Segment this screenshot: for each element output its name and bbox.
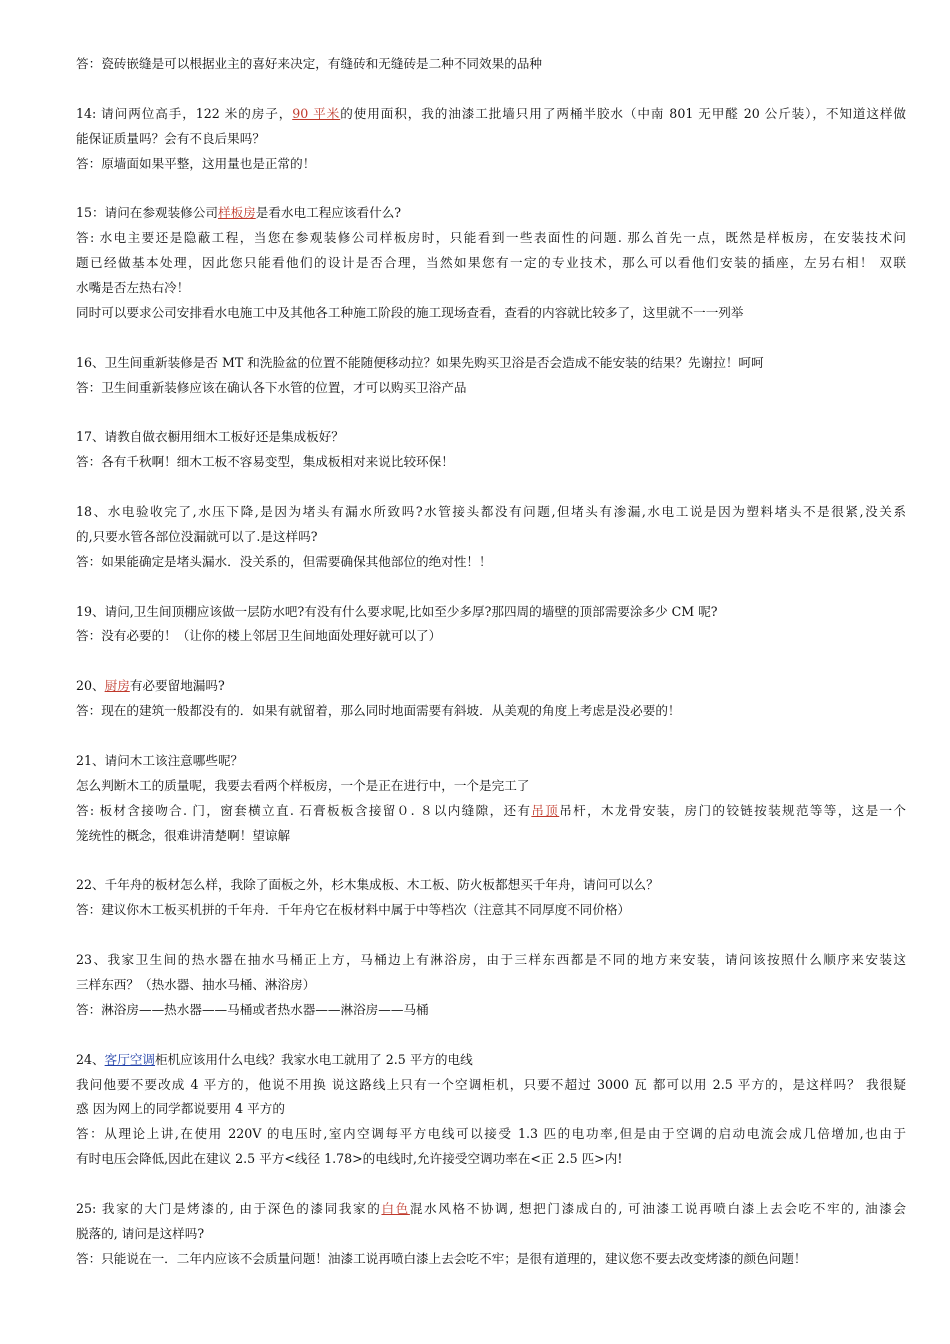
question-23-line-2: 三样东西？（热水器、抽水马桶、淋浴房） <box>76 976 316 992</box>
keyword-link-showroom[interactable]: 样板房 <box>217 205 256 221</box>
question-24-line-3: 惑 因为网上的同学都说要用 4 平方的 <box>76 1101 285 1117</box>
question-14-line-1: 14: 请问两位高手，122 米的房子，90 平米的使用面积，我的油漆工批墙只用了两桶半胶水（中南 801 无甲醛 20 公斤装），不知道这样做 <box>76 105 907 121</box>
question-22: 22、千年舟的板材怎么样，我除了面板之外，杉木集成板、木工板、防火板都想买千年舟，请问可以么？ <box>76 877 659 893</box>
document-body <box>76 52 906 1272</box>
answer-20: 答：现在的建筑一般都没有的．如果有就留着，那么同时地面需要有斜坡．从美观的角度上考虑是没必要的！ <box>76 703 681 719</box>
answer-25: 答：只能说在一．二年内应该不会质量问题！油漆工说再喷白漆上去会吃不牢；是很有道理的，建议您不要去改变烤漆的颜色问题！ <box>76 1250 807 1266</box>
answer-18: 答：如果能确定是堵头漏水．没关系的，但需要确保其他部位的绝对性！！ <box>76 553 492 569</box>
question-20: 20、厨房有必要留地漏吗? <box>76 678 225 694</box>
answer-15-line-4: 同时可以要求公司安排看水电施工中及其他各工种施工阶段的施工现场查看，查看的内容就比较多了，这里就不一一列举 <box>76 304 744 320</box>
answer-15-line-3: 水嘴是否左热右冷！ <box>76 280 190 296</box>
answer-24-line-2: 有时电压会降低,因此在建议 2.5 平方<线径 1.78>的电线时,允许接受空调功率在<正 2.5 匹>内! <box>76 1151 623 1167</box>
answer-13: 答：瓷砖嵌缝是可以根据业主的喜好来决定，有缝砖和无缝砖是二种不同效果的品种 <box>76 56 542 71</box>
answer-17: 答：各有千秋啊！细木工板不容易变型，集成板相对来说比较环保！ <box>76 454 454 470</box>
answer-21-line-2: 笼统性的概念，很难讲清楚啊！望谅解 <box>76 827 291 843</box>
answer-23: 答：淋浴房——热水器——马桶或者热水器——淋浴房——马桶 <box>76 1001 429 1017</box>
question-24-line-2: 我问他要不要改成 4 平方的，他说不用换 说这路线上只有一个空调柜机，只要不超过 3000 瓦 都可以用 2.5 平方的，是这样吗？ 我很疑 <box>76 1076 906 1092</box>
question-14-line-2: 能保证质量吗？会有不良后果吗？ <box>76 130 265 146</box>
answer-15-line-2: 题已经做基本处理，因此您只能看他们的设计是否合理，当然如果您有一定的专业技术，那么可以看他们安装的插座，左另右相！ 双联 <box>76 255 906 271</box>
question-21-line-1: 21、请问木工该注意哪些呢？ <box>76 752 244 768</box>
question-24-line-1: 24、客厅空调柜机应该用什么电线？我家水电工就用了 2.5 平方的电线 <box>76 1051 473 1067</box>
answer-14: 答：原墙面如果平整，这用量也是正常的！ <box>76 155 316 171</box>
question-19: 19、请问,卫生间顶棚应该做一层防水吧?有没有什么要求呢,比如至少多厚?那四周的墙壁的顶部需要涂多少 CM 呢? <box>76 603 718 619</box>
keyword-link-90sqm[interactable]: 90 平米 <box>292 105 341 121</box>
keyword-link-white[interactable]: 白色 <box>381 1200 410 1216</box>
question-25-line-2: 脱落的, 请问是这样吗? <box>76 1225 205 1241</box>
question-21-line-2: 怎么判断木工的质量呢，我要去看两个样板房，一个是正在进行中，一个是完工了 <box>76 777 530 793</box>
question-18-line-2: 的,只要水管各部位没漏就可以了.是这样吗? <box>76 528 318 544</box>
keyword-link-kitchen[interactable]: 厨房 <box>104 678 130 694</box>
question-23-line-1: 23、我家卫生间的热水器在抽水马桶正上方，马桶边上有淋浴房，由于三样东西都是不同的地方来安装，请问该按照什么顺序来安装这 <box>76 952 906 968</box>
question-16: 16、卫生间重新装修是否 MT 和洗脸盆的位置不能随便移动拉？如果先购买卫浴是否会造成不能安装的结果？先谢拉！呵呵 <box>76 354 764 370</box>
question-17: 17、请教自做衣橱用细木工板好还是集成板好？ <box>76 429 344 445</box>
keyword-link-living-room-ac[interactable]: 客厅空调 <box>104 1051 155 1067</box>
answer-24-line-1: 答：从理论上讲,在使用 220V 的电压时,室内空调每平方电线可以接受 1.3 匹的电功率,但是由于空调的启动电流会成几倍增加,也由于 <box>76 1126 906 1142</box>
answer-22: 答：建议你木工板买机拼的千年舟．千年舟它在板材料中属于中等档次（注意其不同厚度不同价格） <box>76 902 631 918</box>
question-25-line-1: 25: 我家的大门是烤漆的, 由于深色的漆同我家的白色混水风格不协调, 想把门漆成白的, 可油漆工说再喷白漆上去会吃不牢的, 油漆会 <box>76 1200 907 1216</box>
answer-15-line-1: 答: 水电主要还是隐蔽工程，当您在参观装修公司样板房时，只能看到一些表面性的问题. 那么首先一点，既然是样板房，在安装技术问 <box>76 230 906 246</box>
question-18-line-1: 18、水电验收完了,水压下降,是因为堵头有漏水所致吗?水管接头都没有问题,但堵头有渗漏,水电工说是因为塑料堵头不是很紧,没关系 <box>76 504 906 520</box>
answer-21-line-1: 答: 板材含接吻合. 门，窗套横立直. 石膏板板含接留０. ８以内缝隙，还有吊顶吊杆，木龙骨安装，房门的铰链按装规范等等，这是一个 <box>76 802 907 818</box>
answer-19: 答：没有必要的！（让你的楼上邻居卫生间地面处理好就可以了） <box>76 628 442 644</box>
question-15: 15：请问在参观装修公司样板房是看水电工程应该看什么? <box>76 205 402 221</box>
keyword-link-ceiling[interactable]: 吊顶 <box>531 802 560 818</box>
answer-16: 答：卫生间重新装修应该在确认各下水管的位置，才可以购买卫浴产品 <box>76 379 467 395</box>
